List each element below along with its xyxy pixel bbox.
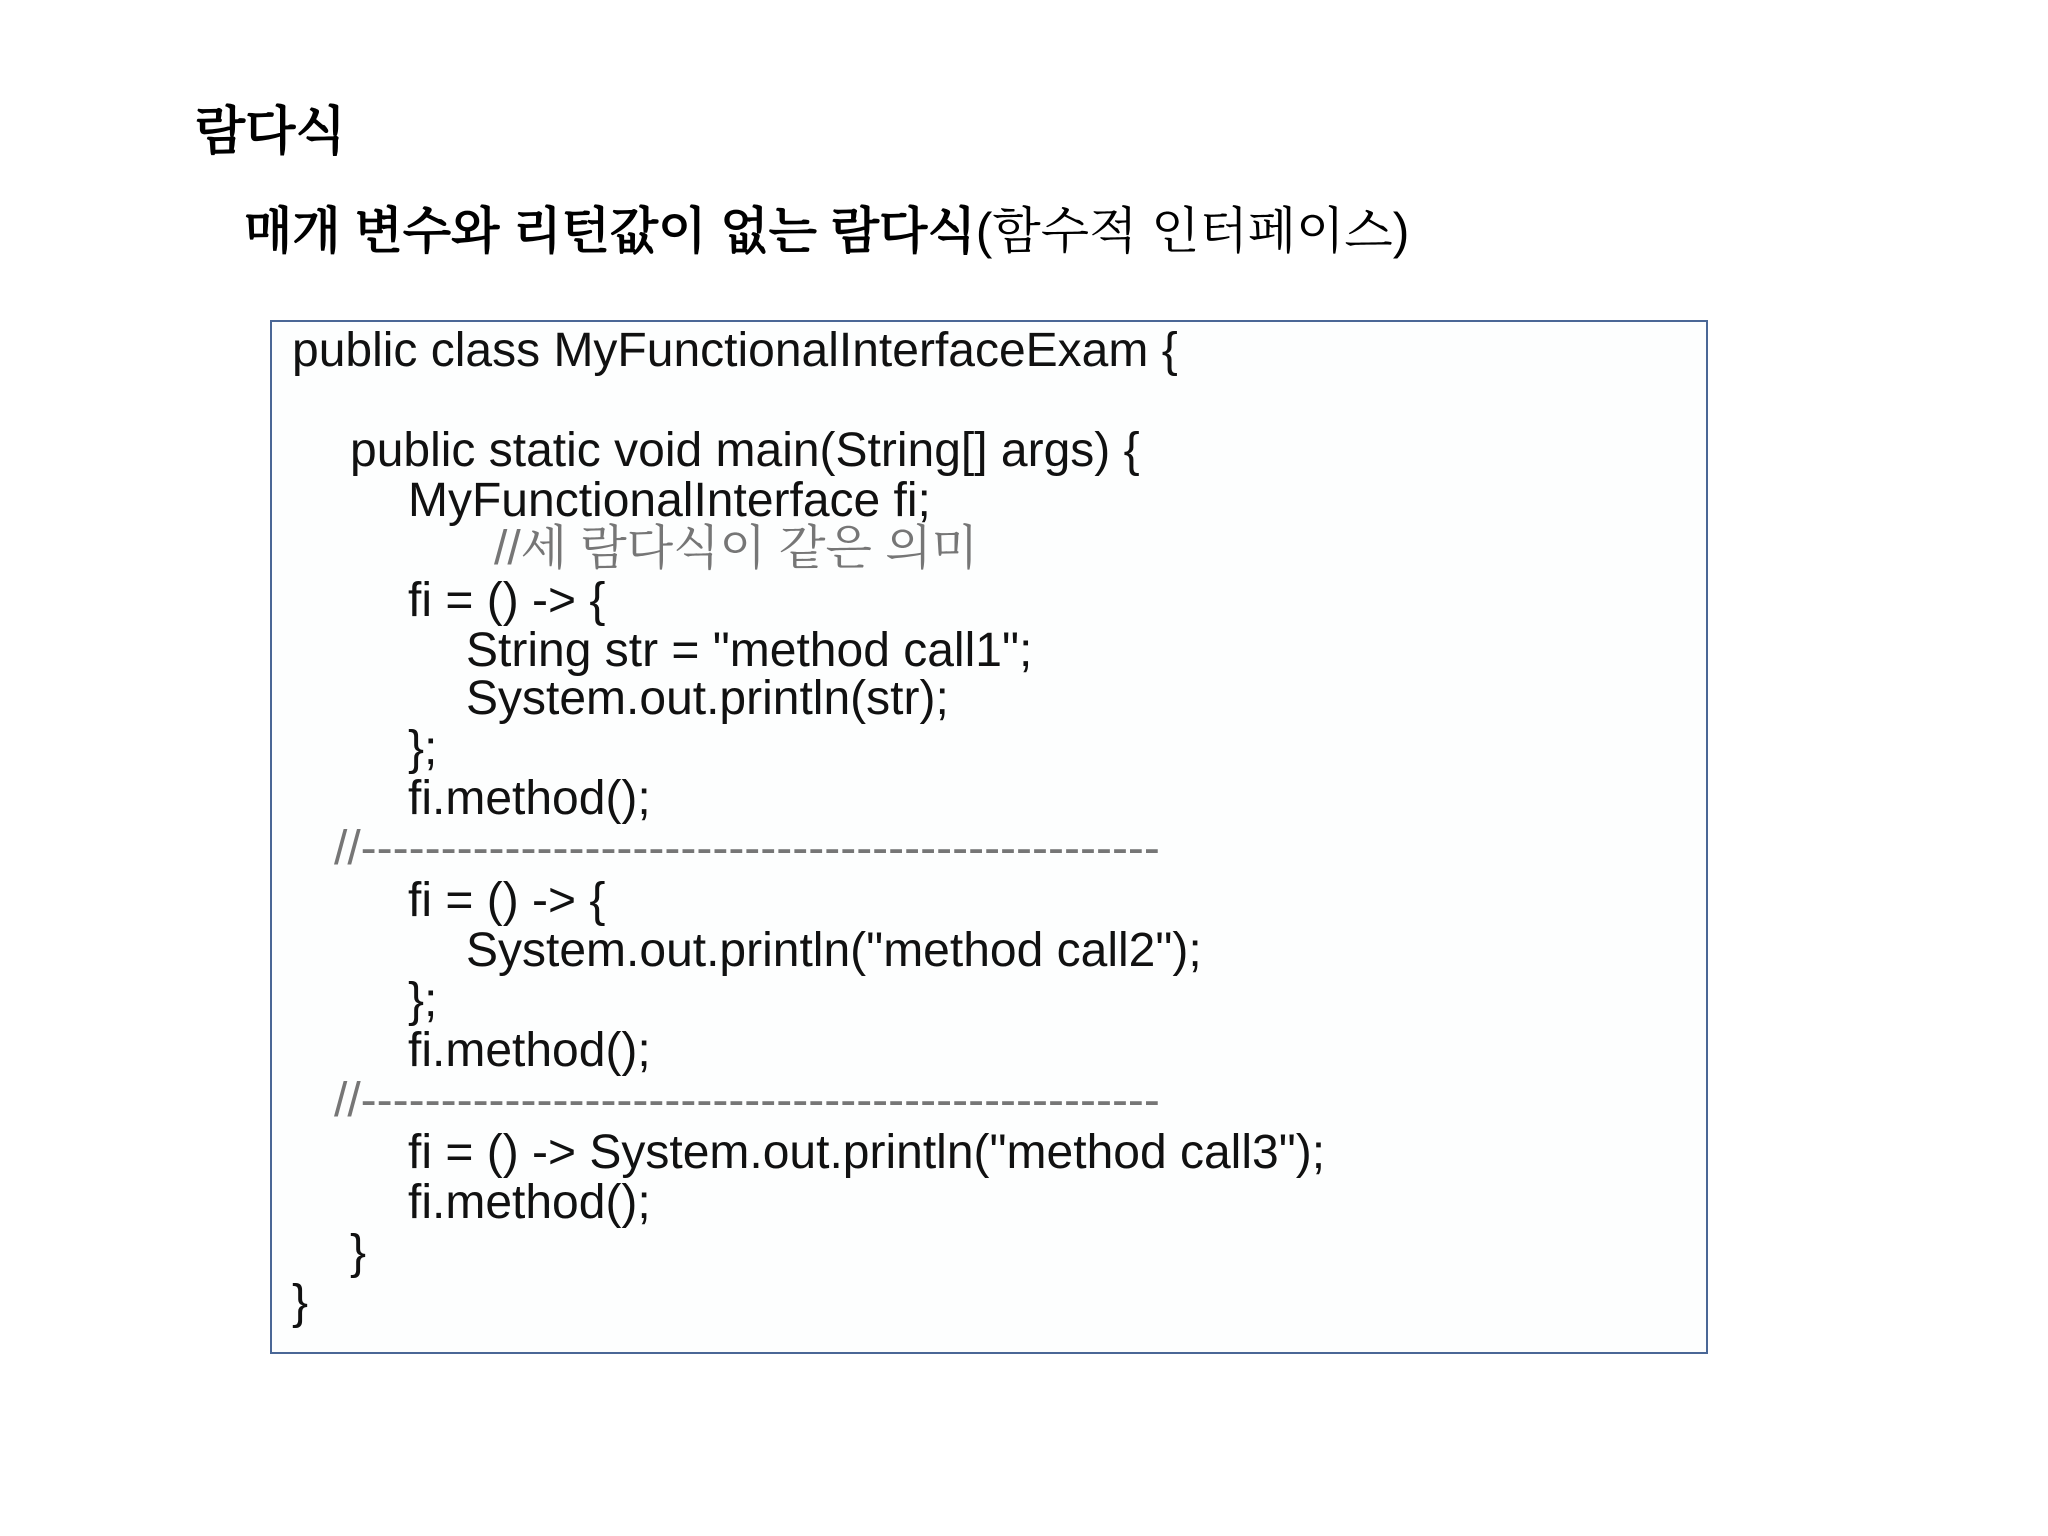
code-line: MyFunctionalInterface fi; xyxy=(408,474,931,527)
code-line: public static void main(String[] args) { xyxy=(350,424,1140,477)
code-box xyxy=(270,320,1708,1354)
code-line: } xyxy=(292,1276,309,1329)
code-line: }; xyxy=(408,722,438,775)
code-line: fi = () -> System.out.println("method call3"); xyxy=(408,1126,1326,1179)
code-line: public class MyFunctionalInterfaceExam { xyxy=(292,324,1178,377)
subtitle-paren-text: (함수적 인터페이스) xyxy=(975,203,1410,259)
code-line: } xyxy=(350,1226,367,1279)
slide-title: 람다식 xyxy=(195,103,346,161)
code-line: fi.method(); xyxy=(408,1176,651,1229)
code-line: String str = "method call1"; xyxy=(466,624,1033,677)
code-line: fi.method(); xyxy=(408,772,651,825)
slide-subtitle xyxy=(244,196,1409,266)
code-separator-comment: //-------------------------------------------------- xyxy=(334,822,1160,875)
code-line: System.out.println(str); xyxy=(466,672,949,725)
code-comment: //세 람다식이 같은 의미 xyxy=(494,522,978,575)
code-line: fi.method(); xyxy=(408,1024,651,1077)
code-line: System.out.println("method call2"); xyxy=(466,924,1202,977)
subtitle-bold-text: 매개 변수와 리턴값이 없는 람다식 xyxy=(244,203,976,259)
code-separator-comment: //-------------------------------------------------- xyxy=(334,1074,1160,1127)
code-line: fi = () -> { xyxy=(408,574,606,627)
code-line: fi = () -> { xyxy=(408,874,606,927)
code-line: }; xyxy=(408,974,438,1027)
